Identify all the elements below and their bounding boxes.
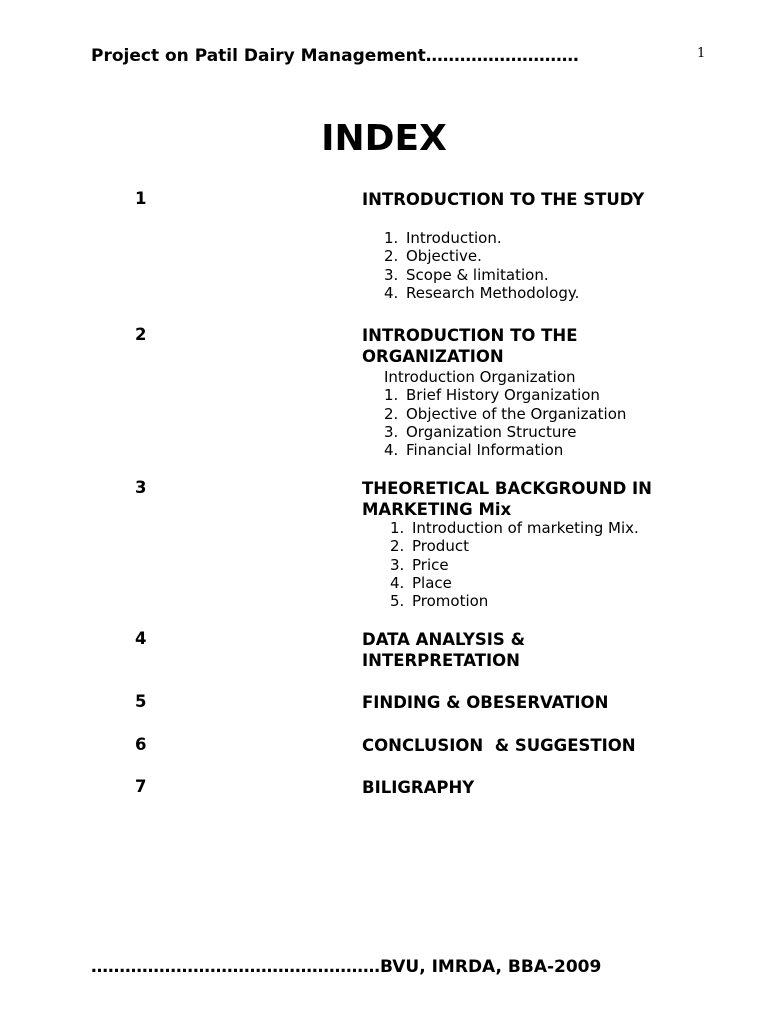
- list-item: 3. Price: [390, 555, 449, 574]
- section-number: 2: [135, 325, 147, 344]
- section-number: 5: [135, 692, 147, 711]
- section-title: BILIGRAPHY: [362, 778, 475, 797]
- section-number: 6: [135, 735, 147, 754]
- section-number: 4: [135, 629, 147, 648]
- section-title: THEORETICAL BACKGROUND IN MARKETING Mix: [362, 479, 652, 519]
- list-item: 5. Promotion: [390, 592, 489, 611]
- list-item: 1. Introduction.: [384, 229, 502, 247]
- list-item: 2. Objective.: [384, 247, 482, 266]
- section-title: INTRODUCTION TO THE STUDY: [362, 190, 645, 209]
- section-number: 3: [135, 478, 147, 497]
- list-item: 4. Research Methodology.: [384, 283, 580, 302]
- list-item: 4. Financial Information: [384, 441, 564, 460]
- list-item: 3. Organization Structure: [384, 422, 577, 441]
- page-number: 1: [697, 46, 706, 61]
- section-title: INTRODUCTION TO THE ORGANIZATION: [362, 326, 578, 366]
- section-title: DATA ANALYSIS & INTERPRETATION: [362, 630, 525, 670]
- page-header-title: Project on Patil Dairy Management………………………: [91, 46, 579, 66]
- section-title: CONCLUSION & SUGGESTION: [362, 736, 636, 755]
- list-item: 3. Scope & limitation.: [384, 265, 549, 284]
- index-heading: INDEX: [321, 118, 447, 159]
- list-item: 4. Place: [390, 573, 452, 592]
- section-sub-list: [384, 229, 579, 302]
- section-sub-list: [384, 368, 626, 459]
- list-item: 1. Brief History Organization: [384, 386, 600, 405]
- page-footer: ……………………………………………BVU, IMRDA, BBA-2009: [91, 957, 602, 977]
- section-number: 7: [135, 777, 147, 796]
- list-item: 2. Product: [390, 537, 469, 556]
- list-item: 2. Objective of the Organization: [384, 404, 627, 423]
- section-number: 1: [135, 189, 147, 208]
- section-title: FINDING & OBESERVATION: [362, 693, 609, 712]
- section-intro: Introduction Organization: [384, 368, 576, 386]
- list-item: 1. Introduction of marketing Mix.: [390, 519, 639, 537]
- section-sub-list: [390, 519, 639, 610]
